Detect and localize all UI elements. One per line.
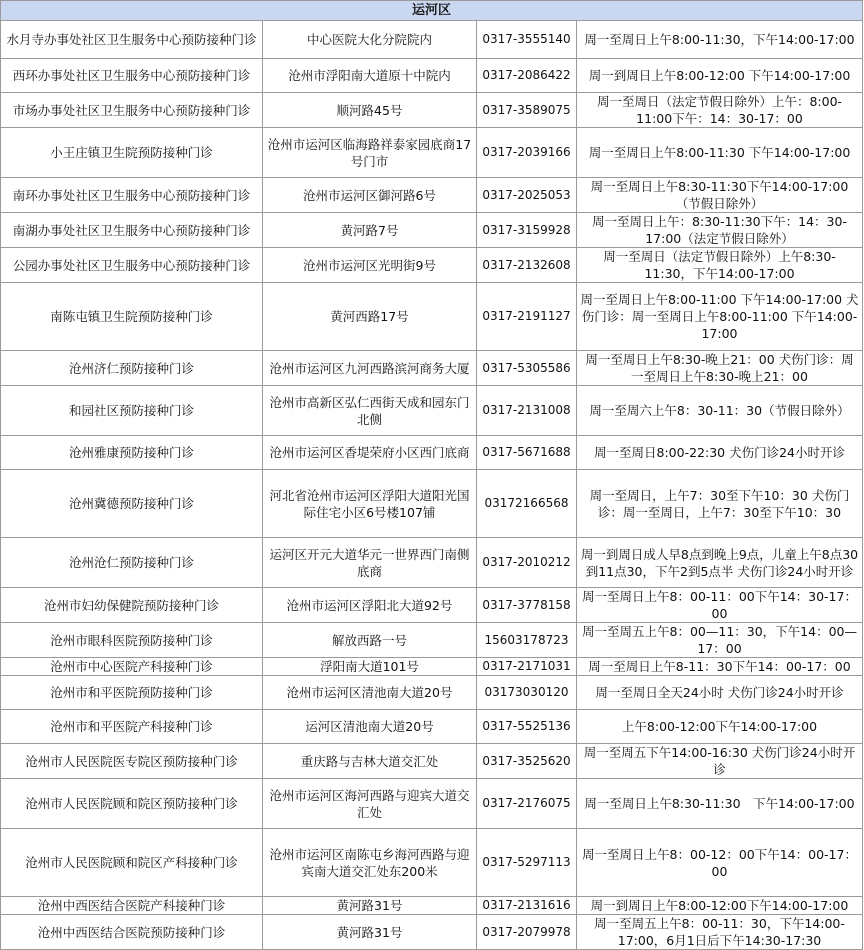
clinic-hours-cell: 周一至周日上午8:00-11:30，下午14:00-17:00 <box>577 21 863 59</box>
clinic-hours-cell: 周一至周日上午8：00-12：00下午14：00-17：00 <box>577 829 863 897</box>
clinic-name-cell: 沧州冀德预防接种门诊 <box>1 470 263 538</box>
clinic-phone-cell: 0317-2131008 <box>477 386 577 436</box>
clinic-hours-cell: 周一至周日（法定节假日除外）上午8:30-11:30，下午14:00-17:00 <box>577 248 863 283</box>
clinic-phone-cell: 0317-2132608 <box>477 248 577 283</box>
table-row <box>1 915 863 950</box>
clinic-hours-cell: 周一到周日上午8:00-12:00下午14:00-17:00 <box>577 897 863 915</box>
table-row <box>1 588 863 623</box>
clinic-hours-cell: 周一至周日（法定节假日除外）上午：8:00-11:00下午：14：30-17：00 <box>577 93 863 128</box>
clinic-address-cell: 沧州市运河区清池南大道20号 <box>263 676 477 710</box>
clinic-name-cell: 公园办事处社区卫生服务中心预防接种门诊 <box>1 248 263 283</box>
clinic-hours-cell: 周一至周日8:00-22:30 犬伤门诊24小时开诊 <box>577 436 863 470</box>
table-row <box>1 351 863 386</box>
clinic-phone-cell: 0317-3525620 <box>477 744 577 779</box>
clinic-address-cell: 沧州市高新区弘仁西街天成和园东门北侧 <box>263 386 477 436</box>
table-row <box>1 93 863 128</box>
clinic-address-cell: 解放西路一号 <box>263 623 477 658</box>
clinic-phone-cell: 0317-2039166 <box>477 128 577 178</box>
section-title: 运河区 <box>1 1 863 21</box>
table-row <box>1 897 863 915</box>
clinic-hours-cell: 周一到周日成人早8点到晚上9点，儿童上午8点30到11点30，下午2到5点半 犬伤门诊24小时开诊 <box>577 538 863 588</box>
clinic-address-cell: 运河区开元大道华元一世界西门南侧底商 <box>263 538 477 588</box>
clinic-address-cell: 黄河路31号 <box>263 897 477 915</box>
table-row <box>1 21 863 59</box>
clinic-address-cell: 中心医院大化分院院内 <box>263 21 477 59</box>
clinic-phone-cell: 0317-2171031 <box>477 658 577 676</box>
clinic-name-cell: 南环办事处社区卫生服务中心预防接种门诊 <box>1 178 263 213</box>
clinic-name-cell: 沧州中西医结合医院产科接种门诊 <box>1 897 263 915</box>
clinic-address-cell: 河北省沧州市运河区浮阳大道阳光国际住宅小区6号楼107铺 <box>263 470 477 538</box>
clinic-phone-cell: 0317-5297113 <box>477 829 577 897</box>
clinic-name-cell: 水月寺办事处社区卫生服务中心预防接种门诊 <box>1 21 263 59</box>
clinic-hours-cell: 周一至周日全天24小时 犬伤门诊24小时开诊 <box>577 676 863 710</box>
clinic-address-cell: 沧州市运河区浮阳北大道92号 <box>263 588 477 623</box>
clinic-phone-cell: 0317-5305586 <box>477 351 577 386</box>
clinic-hours-cell: 周一至周五上午8：00—11：30，下午14：00—17：00 <box>577 623 863 658</box>
clinic-hours-cell: 周一至周日上午8:30-晚上21：00 犬伤门诊：周一至周日上午8:30-晚上21：00 <box>577 351 863 386</box>
table-row <box>1 744 863 779</box>
table-row <box>1 59 863 93</box>
clinic-address-cell: 沧州市浮阳南大道原十中院内 <box>263 59 477 93</box>
clinic-phone-cell: 0317-3589075 <box>477 93 577 128</box>
clinic-address-cell: 重庆路与吉林大道交汇处 <box>263 744 477 779</box>
clinic-hours-cell: 周一至周日上午8:30-11:30下午14:00-17:00（节假日除外） <box>577 178 863 213</box>
clinic-phone-cell: 0317-3778158 <box>477 588 577 623</box>
table-row <box>1 658 863 676</box>
clinic-phone-cell: 0317-2131616 <box>477 897 577 915</box>
table-row <box>1 283 863 351</box>
clinic-phone-cell: 0317-3159928 <box>477 213 577 248</box>
table-row <box>1 213 863 248</box>
clinic-phone-cell: 0317-2010212 <box>477 538 577 588</box>
clinic-address-cell: 沧州市运河区香堤荣府小区西门底商 <box>263 436 477 470</box>
clinic-hours-cell: 周一至周五下午14:00-16:30 犬伤门诊24小时开诊 <box>577 744 863 779</box>
table-row <box>1 623 863 658</box>
clinic-phone-cell: 0317-2176075 <box>477 779 577 829</box>
clinic-phone-cell: 0317-2025053 <box>477 178 577 213</box>
clinic-address-cell: 沧州市运河区九河西路滨河商务大厦 <box>263 351 477 386</box>
clinic-name-cell: 西环办事处社区卫生服务中心预防接种门诊 <box>1 59 263 93</box>
clinic-phone-cell: 0317-5525136 <box>477 710 577 744</box>
clinic-hours-cell: 周一至周日上午8:30-11:30 下午14:00-17:00 <box>577 779 863 829</box>
clinic-phone-cell: 0317-2086422 <box>477 59 577 93</box>
clinic-hours-cell: 周一至周日上午8-11：30下午14：00-17：00 <box>577 658 863 676</box>
clinic-address-cell: 浮阳南大道101号 <box>263 658 477 676</box>
clinic-address-cell: 沧州市运河区海河西路与迎宾大道交汇处 <box>263 779 477 829</box>
clinic-name-cell: 沧州市人民医院顾和院区预防接种门诊 <box>1 779 263 829</box>
clinic-hours-cell: 周一至周日上午8：00-11：00下午14：30-17：00 <box>577 588 863 623</box>
clinic-name-cell: 和园社区预防接种门诊 <box>1 386 263 436</box>
clinic-address-cell: 沧州市运河区光明街9号 <box>263 248 477 283</box>
clinic-address-cell: 沧州市运河区御河路6号 <box>263 178 477 213</box>
clinic-hours-cell: 周一到周日上午8:00-12:00 下午14:00-17:00 <box>577 59 863 93</box>
clinic-name-cell: 沧州中西医结合医院预防接种门诊 <box>1 915 263 950</box>
table-row <box>1 779 863 829</box>
clinic-address-cell: 沧州市运河区临海路祥泰家园底商17号门市 <box>263 128 477 178</box>
table-row <box>1 178 863 213</box>
clinic-hours-cell: 周一至周六上午8：30-11：30（节假日除外） <box>577 386 863 436</box>
clinic-name-cell: 沧州市和平医院预防接种门诊 <box>1 676 263 710</box>
table-row <box>1 710 863 744</box>
clinic-name-cell: 沧州雅康预防接种门诊 <box>1 436 263 470</box>
clinic-name-cell: 沧州市中心医院产科接种门诊 <box>1 658 263 676</box>
clinic-phone-cell: 0317-5671688 <box>477 436 577 470</box>
clinic-phone-cell: 03172166568 <box>477 470 577 538</box>
clinic-name-cell: 沧州沧仁预防接种门诊 <box>1 538 263 588</box>
clinic-hours-cell: 周一至周日上午8:00-11:00 下午14:00-17:00 犬伤门诊：周一至周日上午8:00-11:00 下午14:00-17:00 <box>577 283 863 351</box>
clinic-phone-cell: 15603178723 <box>477 623 577 658</box>
clinic-name-cell: 沧州市人民医院顾和院区产科接种门诊 <box>1 829 263 897</box>
clinic-hours-cell: 周一至周日上午：8:30-11:30下午：14：30-17:00（法定节假日除外） <box>577 213 863 248</box>
clinic-name-cell: 沧州市眼科医院预防接种门诊 <box>1 623 263 658</box>
clinic-name-cell: 南陈屯镇卫生院预防接种门诊 <box>1 283 263 351</box>
clinic-phone-cell: 0317-2079978 <box>477 915 577 950</box>
clinic-name-cell: 南湖办事处社区卫生服务中心预防接种门诊 <box>1 213 263 248</box>
table-row <box>1 829 863 897</box>
table-row <box>1 470 863 538</box>
clinic-phone-cell: 0317-2191127 <box>477 283 577 351</box>
clinic-address-cell: 黄河路31号 <box>263 915 477 950</box>
table-row <box>1 676 863 710</box>
clinic-name-cell: 小王庄镇卫生院预防接种门诊 <box>1 128 263 178</box>
clinic-name-cell: 沧州市人民医院医专院区预防接种门诊 <box>1 744 263 779</box>
clinic-address-cell: 黄河路7号 <box>263 213 477 248</box>
clinic-hours-cell: 周一至周日，上午7：30至下午10：30 犬伤门诊：周一至周日，上午7：30至下午10：30 <box>577 470 863 538</box>
clinic-name-cell: 沧州济仁预防接种门诊 <box>1 351 263 386</box>
clinic-address-cell: 黄河西路17号 <box>263 283 477 351</box>
table-row <box>1 248 863 283</box>
table-row <box>1 538 863 588</box>
clinic-hours-cell: 上午8:00-12:00下午14:00-17:00 <box>577 710 863 744</box>
clinic-phone-cell: 03173030120 <box>477 676 577 710</box>
section-header-row <box>1 1 863 21</box>
clinic-hours-cell: 周一至周日上午8:00-11:30 下午14:00-17:00 <box>577 128 863 178</box>
clinic-address-cell: 沧州市运河区南陈屯乡海河西路与迎宾南大道交汇处东200米 <box>263 829 477 897</box>
clinic-address-cell: 顺河路45号 <box>263 93 477 128</box>
clinic-name-cell: 沧州市妇幼保健院预防接种门诊 <box>1 588 263 623</box>
table-row <box>1 128 863 178</box>
table-row <box>1 436 863 470</box>
clinic-hours-cell: 周一至周五上午8：00-11：30，下午14:00-17:00，6月1日后下午14:30-17:30 <box>577 915 863 950</box>
clinic-name-cell: 沧州市和平医院产科接种门诊 <box>1 710 263 744</box>
clinic-address-cell: 运河区清池南大道20号 <box>263 710 477 744</box>
clinic-name-cell: 市场办事处社区卫生服务中心预防接种门诊 <box>1 93 263 128</box>
table-row <box>1 386 863 436</box>
clinic-phone-cell: 0317-3555140 <box>477 21 577 59</box>
